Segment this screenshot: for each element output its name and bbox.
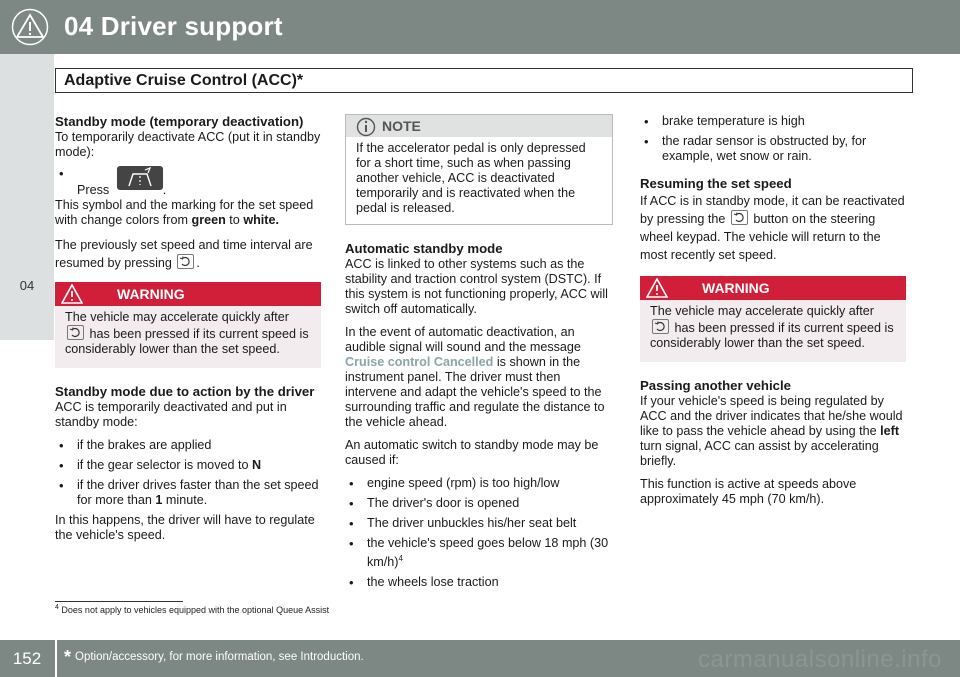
press-label: Press [77,183,110,197]
passing-text [640,394,906,469]
footer-divider [55,640,57,677]
acc-symbol-icon [117,166,163,190]
standby-driver-intro: ACC is temporarily deactivated and put in standby mode: [55,400,287,429]
warning-header [55,282,321,306]
page-number: 152 [12,649,42,668]
passing-text-a: If your vehicle's speed is being regulated by ACC and the driver indicates that he/she would like to pass the vehicle ahead by using the [640,394,903,438]
standby-intro: To temporarily deactivate ACC (put it in standby mode): [55,130,321,159]
note-box [345,114,613,225]
chapter-number: 04 [19,278,35,293]
warning-title: WARNING [117,286,185,302]
section-title: Adaptive Cruise Control (ACC)* [55,68,913,93]
footer-text: Option/accessory, for more information, see Introduction. [75,651,364,663]
warning-body [640,300,906,363]
auto-text-b: is shown in the instrument panel. The driver must then intervene and adapt the vehicle's speed to the surrounding traffic and regulate the distance to the vehicle ahead. [345,355,605,429]
resume-button-icon [652,319,669,334]
note-header [346,115,612,137]
auto-text-a: In the event of automatic deactivation, an audible signal will sound and the message [345,325,581,354]
regulate-text: In this happens, the driver will have to regulate the vehicle's speed. [55,513,315,542]
resume-button-icon [67,325,84,340]
resume-button-icon [177,254,194,269]
list-item [345,536,613,570]
auto-switch-intro: An automatic switch to standby mode may be caused if: [345,438,599,467]
list-item [55,478,321,508]
column-3 [640,114,906,515]
bullet-text: if the driver drives faster than the set speed for more than [77,478,319,507]
color-to: to [225,213,244,227]
footnote-divider [55,601,183,602]
resume-text [55,236,321,272]
note-body: If the accelerator pedal is only depressed for a short time, such as when passing another vehicle, ACC is deactivated temporarily and is reactivated when the pedal is released. [356,141,586,215]
color-change-text [55,198,321,228]
heading-automatic-standby: Automatic standby mode [345,241,503,256]
footnote-number: 4 [55,604,59,611]
warning-text-b: has been pressed if its current speed is considerably lower than the set speed. [65,327,309,356]
footer-note [64,647,364,668]
warning-text-b: has been pressed if its current speed is considerably lower than the set speed. [650,321,894,350]
list-item: • The driver's door is opened [345,496,613,511]
warning-triangle-icon [10,8,50,46]
heading-standby-driver: Standby mode due to action by the driver [55,384,315,399]
resume-button-icon [731,210,748,225]
column-1 [55,114,321,551]
color-text-a: This symbol and the marking for the set speed with change colors from [55,198,314,227]
bullet-text-end: minute. [162,493,208,507]
auto-standby-text: ACC is linked to other systems such as the stability and traction control system (DSTC). If this system is not functioning properly, ACC will switch off automatically. [345,257,608,316]
speed-threshold-text: This function is active at speeds above approximately 45 mph (70 km/h). [640,477,857,506]
bullet-text: the vehicle's speed goes below 18 mph (30 km/h) [367,536,609,570]
warning-triangle-icon [61,284,83,304]
heading-passing: Passing another vehicle [640,378,791,393]
list-item [55,458,321,473]
list-item: • The driver unbuckles his/her seat belt [345,516,613,531]
footer-star: * [64,647,72,667]
left-turn: left [880,424,900,438]
bullet-text: if the gear selector is moved to [77,458,252,472]
info-icon [356,117,376,137]
warning-triangle-icon [646,278,668,298]
resume-text-a: If ACC is in standby mode, it can be reactivated by pressing the [640,194,905,226]
chapter-header [0,0,960,54]
passing-text-b: turn signal, ACC can assist by accelerating briefly. [640,439,879,468]
heading-standby-mode: Standby mode (temporary deactivation) [55,114,304,129]
display-message: Cruise control Cancelled [345,355,494,369]
resume-text-b: button on the steering wheel keypad. The vehicle will return to the most recently set speed. [640,212,881,262]
list-item: • the wheels lose traction [345,575,613,590]
heading-resuming: Resuming the set speed [640,176,792,191]
warning-text-a: The vehicle may accelerate quickly after [650,304,874,318]
warning-box-2 [640,276,906,362]
list-item: • the radar sensor is obstructed by, for example, wet snow or rain. [640,134,906,164]
color-green: green [191,213,226,227]
footnote-ref: 4 [398,554,403,563]
footnote-text: Does not apply to vehicles equipped with the optional Queue Assist [61,605,330,615]
resume-set-speed-text [640,192,906,264]
warning-title: WARNING [702,280,770,296]
list-item: • if the brakes are applied [55,438,321,453]
warning-text-a: The vehicle may accelerate quickly after [65,310,289,324]
auto-deactivation-text [345,325,613,430]
minute-count: 1 [155,493,163,507]
resume-text-b: . [196,256,200,270]
watermark: carmanualsonline.info [698,646,942,673]
column-2 [345,114,613,595]
chapter-sidebar [0,54,54,340]
resume-text-a: The previously set speed and time interval are resumed by pressing [55,238,313,270]
warning-header [640,276,906,300]
warning-body [55,306,321,369]
list-item: • brake temperature is high [640,114,906,129]
note-title: NOTE [382,118,421,134]
chapter-title: 04 Driver support [64,11,283,41]
list-item: • engine speed (rpm) is too high/low [345,476,613,491]
color-white: white. [243,213,279,227]
press-bullet: • Press . [55,166,321,190]
gear-n: N [252,458,262,472]
footnote [55,604,329,615]
warning-box-1 [55,282,321,368]
